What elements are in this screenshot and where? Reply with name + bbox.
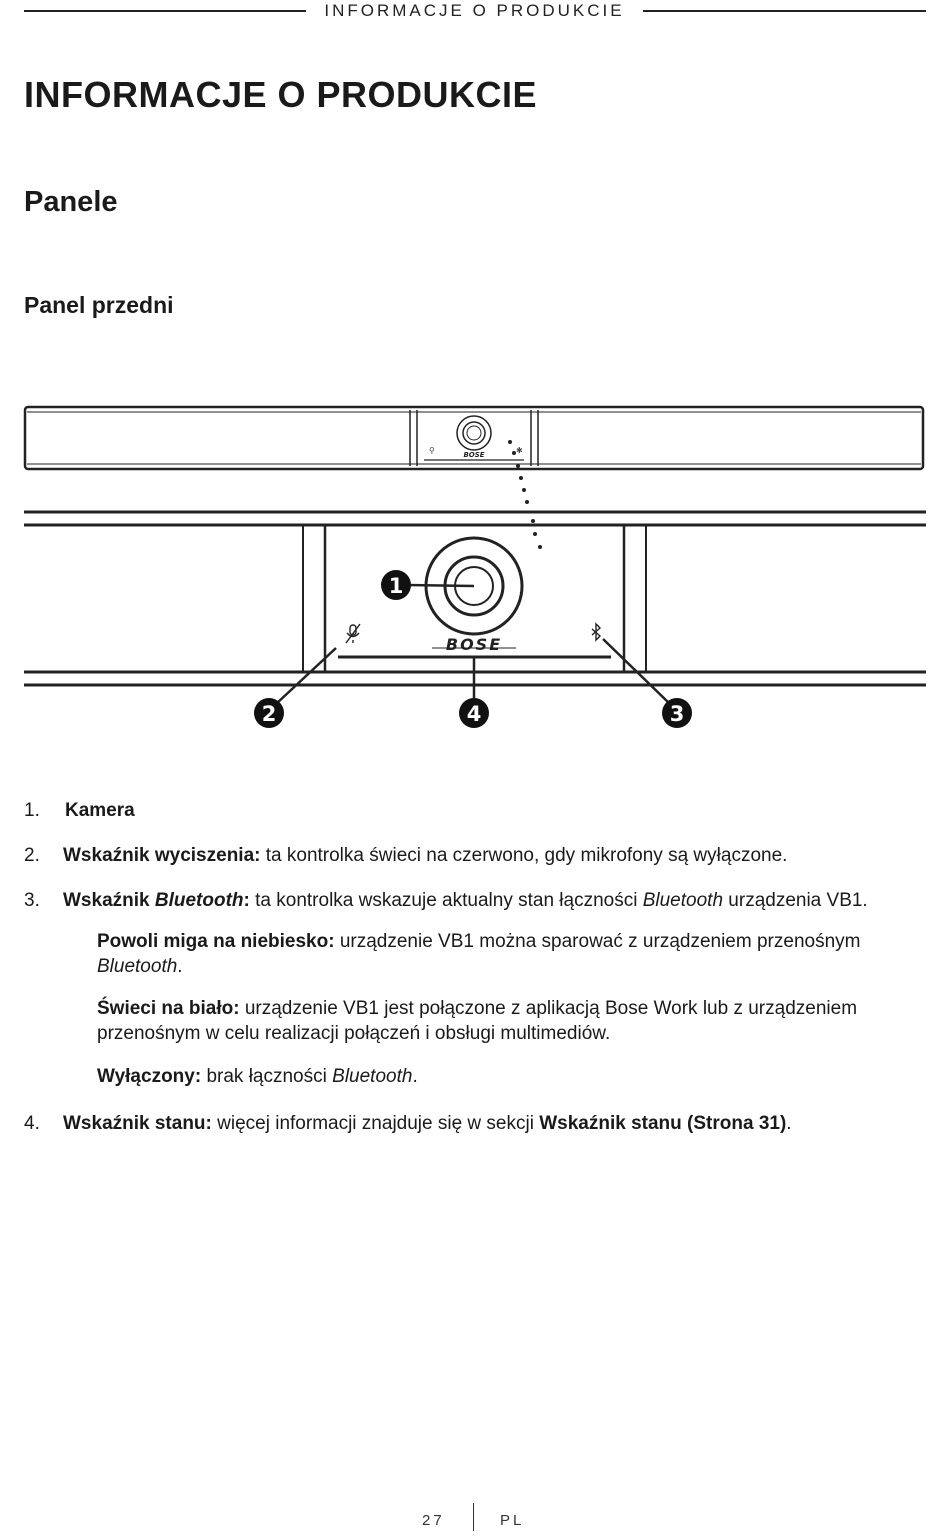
sub-item-label: Świeci na biało:: [97, 998, 240, 1019]
svg-text:3: 3: [669, 702, 685, 726]
overview-mute-icon: ⚲: [429, 446, 435, 455]
callout-1: [381, 570, 411, 600]
page-number: 27: [422, 1512, 445, 1529]
callout-4: [459, 698, 489, 728]
bluetooth-icon: [592, 624, 600, 640]
sub-item-italic: Bluetooth: [332, 1066, 413, 1087]
svg-text:4: 4: [466, 702, 482, 726]
callout-3: [662, 698, 692, 728]
item-number: 4.: [24, 1113, 40, 1134]
item-text: ta kontrolka świeci na czerwono, gdy mikrofony są wyłączone.: [260, 845, 788, 866]
mute-icon: [346, 624, 360, 643]
language-code: PL: [500, 1512, 525, 1529]
header-rule-left: [24, 10, 306, 12]
item-number: 2.: [24, 845, 40, 866]
device-overview: [25, 407, 923, 469]
overview-bluetooth-icon: ✱: [516, 446, 523, 455]
header-rule-right: [643, 10, 926, 12]
svg-text:2: 2: [261, 702, 277, 726]
item-text-italic: Bluetooth: [642, 890, 724, 911]
sub-item-label: Wyłączony:: [97, 1066, 202, 1087]
page-title: INFORMACJE O PRODUKCIE: [24, 74, 538, 115]
sub-item: Powoli miga na niebiesko: urządzenie VB1 można sparować z urządzeniem przenośnym Bluetooth.: [97, 931, 861, 977]
sub-item-text: urządzenie VB1 można sparować z urządzeniem przenośnym: [334, 931, 861, 952]
subsection-title: Panel przedni: [24, 292, 174, 318]
sub-item-label: Powoli miga na niebiesko:: [97, 931, 335, 952]
footer-divider: [473, 1503, 474, 1531]
overview-bose-logo: BOSE: [463, 451, 485, 459]
item-text: więcej informacji znajduje się w sekcji: [211, 1113, 540, 1134]
item-number: 3.: [24, 890, 40, 911]
section-title: Panele: [24, 186, 118, 218]
section-reference-link[interactable]: Wskaźnik stanu (Strona 31): [539, 1113, 787, 1134]
bose-logo: BOSE: [445, 635, 503, 654]
sub-item-text: brak łączności: [201, 1066, 333, 1087]
item-number: 1.: [24, 800, 40, 821]
item-label: Wskaźnik Bluetooth:: [63, 890, 250, 911]
sub-item: Wyłączony: brak łączności Bluetooth.: [97, 1066, 418, 1087]
front-panel-diagram: [0, 400, 950, 740]
sub-item-italic: Bluetooth: [97, 956, 178, 977]
sub-item: [97, 996, 937, 1046]
item-text: ta kontrolka wskazuje aktualny stan łączności: [249, 890, 643, 911]
svg-text:1: 1: [388, 574, 404, 598]
zoom-connector: [508, 440, 542, 549]
sub-item-text: urządzenie VB1 jest połączone z aplikacją Bose Work lub z urządzeniem przenośnym w celu realizacji połączeń i obsługi multimediów.: [97, 998, 858, 1044]
item-label: Wskaźnik wyciszenia:: [63, 845, 261, 866]
running-header: INFORMACJE O PRODUKCIE: [324, 1, 625, 20]
item-text-end: urządzenia VB1.: [723, 890, 868, 911]
item-label: Kamera: [65, 800, 135, 821]
callout-2: [254, 698, 284, 728]
item-label: Wskaźnik stanu:: [63, 1113, 212, 1134]
